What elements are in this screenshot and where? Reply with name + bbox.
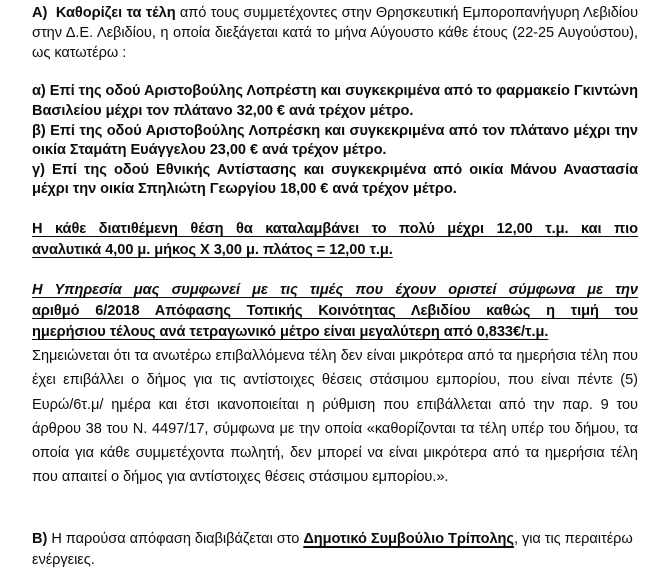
paragraph-position-size: [32, 219, 638, 261]
position-size-line-2: αναλυτικά 4,00 μ. μήκος Χ 3,00 μ. πλάτος = 12,00 τ.μ.: [32, 241, 393, 258]
item-b-text-before: Η παρούσα απόφαση διαβιβάζεται στο: [47, 530, 304, 547]
paragraph-item-beta: β) Επί της οδού Αριστοβούλης Λοπρέσκη και συγκεκριμένα από τον πλάτανο μέχρι την οικία Σταμάτη Ευάγγελου 23,00 € ανά τρέχον μέτρο.: [32, 122, 638, 159]
paragraph-service-agreement: [32, 280, 638, 343]
paragraph-item-b: [32, 529, 638, 571]
service-agreement-line-3: ημερήσιου τέλους ανά τετραγωνικό μέτρο είναι μεγαλύτερη από 0,833€/τ.μ.: [32, 323, 549, 340]
item-a-marker: Α): [32, 5, 48, 21]
position-size-line-1: Η κάθε διατιθέμενη θέση θα καταλαμβάνει το πολύ μέχρι 12,00 τ.μ. και πιο: [32, 220, 638, 237]
item-b-marker: Β): [32, 530, 48, 547]
item-b-emphasis: Δημοτικό Συμβούλιο Τρίπολης: [303, 530, 514, 547]
service-agreement-line-2: αριθμό 6/2018 Απόφασης Τοπικής Κοινότητας Λεβιδίου καθώς η τιμή του: [32, 302, 638, 319]
paragraph-note: Σημειώνεται ότι τα ανωτέρω επιβαλλόμενα τέλη δεν είναι μικρότερα από τα ημερήσια τέλη που έχει επιβάλλει ο δήμος για τις αντίστοιχες θέσεις στάσιμου εμπορίου, που είναι πέντε (5) Ευρώ/6τ.μ/ ημέρα και έτσι ικανοποιείται η ρύθμιση που επιβάλλεται από την παρ. 9 του άρθρου 38 του Ν. 4497/17, σύμφωνα με την οποία «καθορίζονται τα τέλη υπέρ του δήμου, τα οποία για κάθε συμμετέχοντα πωλητή, δεν μπορεί να είναι μικρότερα από τα ημερήσια τέλη που απαιτεί ο δήμος για αντίστοιχες θέσεις στάσιμου εμπορίου.».: [32, 347, 638, 486]
document-body: [32, 4, 638, 571]
service-agreement-line-1: Η Υπηρεσία μας συμφωνεί με τις τιμές που έχουν οριστεί σύμφωνα με την: [32, 281, 638, 298]
paragraph-item-alpha: α) Επί της οδού Αριστοβούλης Λοπρέστη και συγκεκριμένα από το φαρμακείο Γκιντώνη Βασιλείου μέχρι τον πλάτανο 32,00 € ανά τρέχον μέτρο.: [32, 83, 638, 119]
paragraph-item-gamma: γ) Επί της οδού Εθνικής Αντίστασης και συγκεκριμένα από οικία Μάνου Αναστασία μέχρι την οικία Σπηλιώτη Γεωργίου 18,00 € ανά τρέχον μέτρο.: [32, 161, 638, 198]
item-a-bold-lead: Καθορίζει τα τέλη: [55, 5, 176, 21]
fee-items-list: [32, 82, 638, 200]
paragraph-item-a: [32, 4, 638, 63]
item-a-rest: από τους συμμετέχοντες στην Θρησκευτική Εμποροπανήγυρη Λεβιδίου στην Δ.Ε. Λεβιδίου, η οποία διεξάγεται κατά το μήνα Αύγουστο κάθε έτους (22-25 Αυγούστου), ως κατωτέρω :: [32, 5, 638, 61]
item-b-text-after: , για τις περαιτέρω ενέργειες.: [32, 530, 633, 568]
